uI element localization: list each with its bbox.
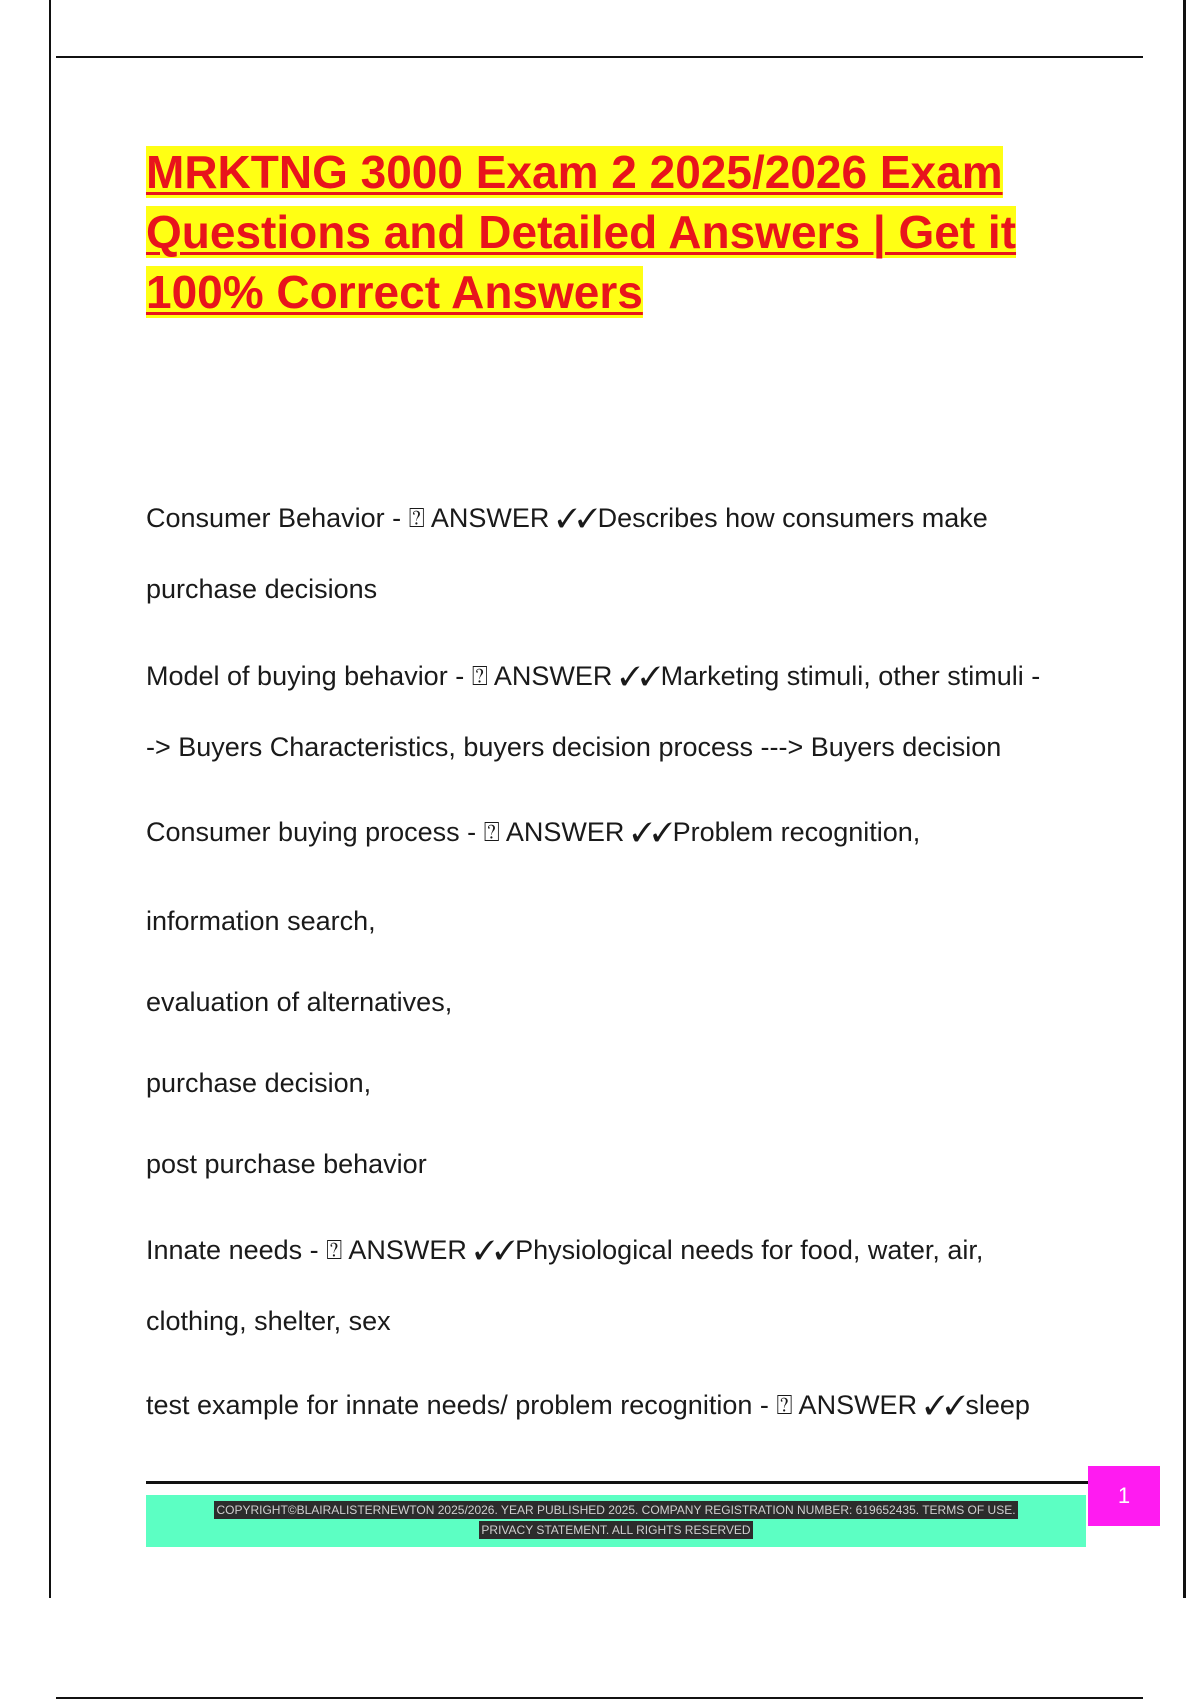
qa-line: clothing, shelter, sex [146, 1306, 391, 1336]
footer-rule [146, 1481, 1089, 1484]
title-line-2: Questions and Detailed Answers | Get it [146, 206, 1017, 258]
qa-line: purchase decisions [146, 574, 378, 604]
qa-line: test example for innate needs/ problem recognition - ⍰ ANSWER ✓✓sleep [146, 1390, 1030, 1420]
qa-line: information search, [146, 906, 376, 936]
page-bottom-rule [56, 1697, 1143, 1699]
page-number-badge [1088, 1466, 1160, 1526]
qa-line: -> Buyers Characteristics, buyers decision process ---> Buyers decision [146, 732, 1002, 762]
header-rule [56, 56, 1143, 58]
title-line-3: 100% Correct Answers [146, 266, 643, 318]
qa-line: Consumer buying process - ⍰ ANSWER ✓✓Problem recognition, [146, 817, 921, 847]
qa-line: evaluation of alternatives, [146, 987, 453, 1017]
qa-line: Model of buying behavior - ⍰ ANSWER ✓✓Marketing stimuli, other stimuli - [146, 661, 1041, 691]
title-line-1: MRKTNG 3000 Exam 2 2025/2026 Exam [146, 146, 1003, 198]
copyright-footer [146, 1495, 1086, 1547]
page-border-right [1183, 0, 1186, 1598]
page-border-left [49, 0, 51, 1598]
copyright-line-2: PRIVACY STATEMENT. ALL RIGHTS RESERVED [481, 1523, 751, 1537]
page-number: 1 [1117, 1483, 1131, 1508]
document-title [146, 142, 1096, 322]
copyright-line-1: COPYRIGHT©BLAIRALISTERNEWTON 2025/2026. YEAR PUBLISHED 2025. COMPANY REGISTRATION NUMBER: 619652435. TERMS OF USE. [216, 1503, 1016, 1517]
qa-line: post purchase behavior [146, 1149, 427, 1179]
qa-line: purchase decision, [146, 1068, 372, 1098]
qa-line: Innate needs - ⍰ ANSWER ✓✓Physiological needs for food, water, air, [146, 1235, 984, 1265]
qa-line: Consumer Behavior - ⍰ ANSWER ✓✓Describes how consumers make [146, 503, 988, 533]
